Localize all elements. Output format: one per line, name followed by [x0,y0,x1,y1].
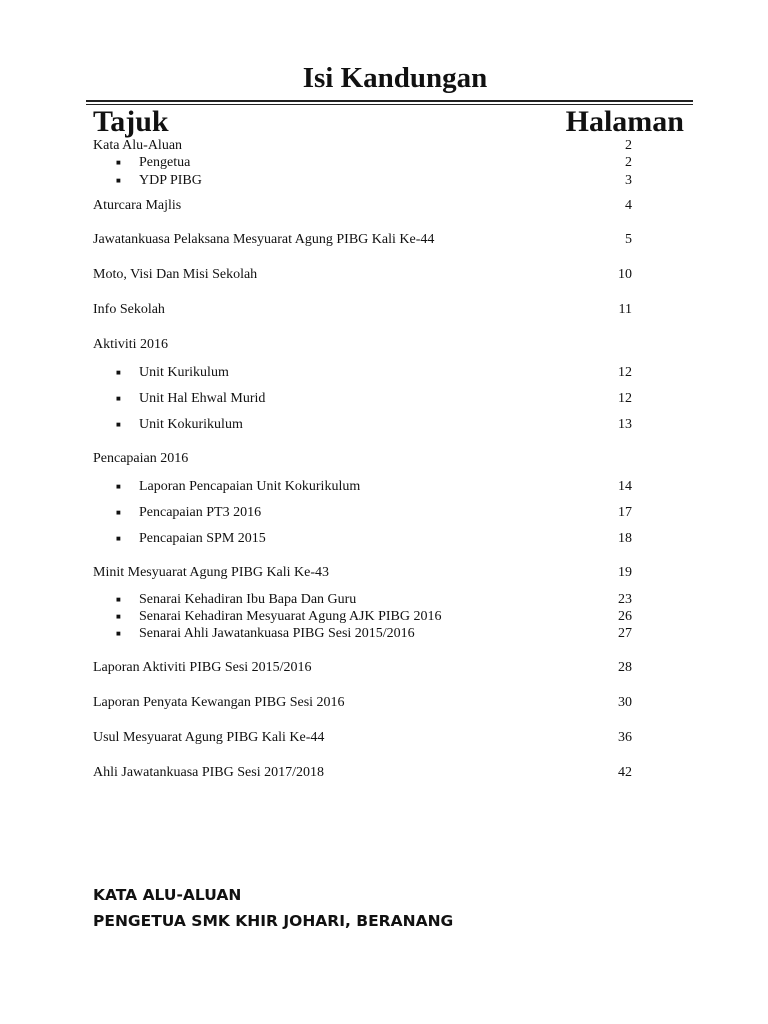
toc-page-number: 2 [625,155,632,170]
toc-entry-label: Minit Mesyuarat Agung PIBG Kali Ke-43 [93,565,330,580]
toc-page-number: 17 [618,505,632,520]
toc-sub-entry [0,626,768,642]
toc-entry-label: Laporan Aktiviti PIBG Sesi 2015/2016 [93,660,312,675]
toc-page-number: 36 [618,730,632,745]
toc-page-number: 3 [625,173,632,188]
toc-sub-entry [0,155,768,171]
toc-entry-label: Senarai Kehadiran Ibu Bapa Dan Guru [139,592,357,607]
toc-entry-label: Usul Mesyuarat Agung PIBG Kali Ke-44 [93,730,325,745]
toc-entry [0,337,768,353]
toc-page-number: 10 [618,267,632,282]
bullet-icon: ■ [116,629,121,638]
bullet-icon: ■ [116,158,121,167]
toc-entry-label: Moto, Visi Dan Misi Sekolah [93,267,258,282]
toc-sub-entry [0,173,768,189]
toc-entry-label: Laporan Penyata Kewangan PIBG Sesi 2016 [93,695,345,710]
toc-page-number: 19 [618,565,632,580]
toc-entry [0,695,768,711]
toc-entry-label: Jawatankuasa Pelaksana Mesyuarat Agung PIBG Kali Ke-44 [93,232,435,247]
bullet-icon: ■ [116,612,121,621]
toc-entry-label: Senarai Ahli Jawatankuasa PIBG Sesi 2015/2016 [139,626,415,641]
toc-entry-label: Pencapaian 2016 [93,451,189,466]
toc-sub-entry [0,531,768,547]
toc-entry [0,232,768,248]
toc-page-number: 18 [618,531,632,546]
bullet-icon: ■ [116,420,121,429]
toc-entry [0,267,768,283]
bullet-icon: ■ [116,482,121,491]
section-subheading: PENGETUA SMK KHIR JOHARI, BERANANG [93,912,454,930]
page-title: Isi Kandungan [302,62,488,94]
toc-entry [0,138,768,154]
toc-page-number: 42 [618,765,632,780]
toc-entry [0,730,768,746]
toc-entry [0,565,768,581]
toc-page-number: 12 [618,391,632,406]
toc-entry-label: Unit Hal Ehwal Murid [139,391,266,406]
toc-entry-label: Unit Kurikulum [139,365,229,380]
toc-page-number: 11 [618,302,632,317]
bullet-icon: ■ [116,508,121,517]
bullet-icon: ■ [116,534,121,543]
section-heading: KATA ALU-ALUAN [93,886,242,904]
toc-entry-label: Senarai Kehadiran Mesyuarat Agung AJK PIBG 2016 [139,609,442,624]
toc-entry [0,660,768,676]
toc-entry-label: Pencapaian SPM 2015 [139,531,266,546]
toc-entry-label: Aturcara Majlis [93,198,182,213]
toc-entry-label: Laporan Pencapaian Unit Kokurikulum [139,479,361,494]
toc-entry [0,451,768,467]
toc-sub-entry [0,592,768,608]
toc-page-number: 5 [625,232,632,247]
bullet-icon: ■ [116,176,121,185]
toc-page-number: 23 [618,592,632,607]
bullet-icon: ■ [116,595,121,604]
toc-entry-label: Ahli Jawatankuasa PIBG Sesi 2017/2018 [93,765,324,780]
toc-entry-label: Info Sekolah [93,302,165,317]
toc-sub-entry [0,365,768,381]
toc-page-number: 27 [618,626,632,641]
bullet-icon: ■ [116,394,121,403]
toc-page-number: 26 [618,609,632,624]
toc-sub-entry [0,417,768,433]
toc-entry [0,198,768,214]
column-heading-tajuk: Tajuk [93,105,169,138]
toc-entry-label: Pengetua [139,155,191,170]
toc-sub-entry [0,505,768,521]
toc-entry-label: Kata Alu-Aluan [93,138,183,153]
column-heading-halaman: Halaman [565,105,684,138]
toc-sub-entry [0,609,768,625]
toc-entry-label: Pencapaian PT3 2016 [139,505,262,520]
toc-page-number: 28 [618,660,632,675]
toc-page-number: 14 [618,479,632,494]
bullet-icon: ■ [116,368,121,377]
toc-page-number: 4 [625,198,632,213]
toc-entry [0,302,768,318]
toc-page-number: 2 [625,138,632,153]
toc-entry-label: YDP PIBG [139,173,202,188]
toc-sub-entry [0,479,768,495]
toc-page-number: 30 [618,695,632,710]
header-rule [86,100,693,102]
toc-entry [0,765,768,781]
toc-entry-label: Unit Kokurikulum [139,417,243,432]
toc-page-number: 12 [618,365,632,380]
toc-entry-label: Aktiviti 2016 [93,337,169,352]
toc-page-number: 13 [618,417,632,432]
toc-sub-entry [0,391,768,407]
